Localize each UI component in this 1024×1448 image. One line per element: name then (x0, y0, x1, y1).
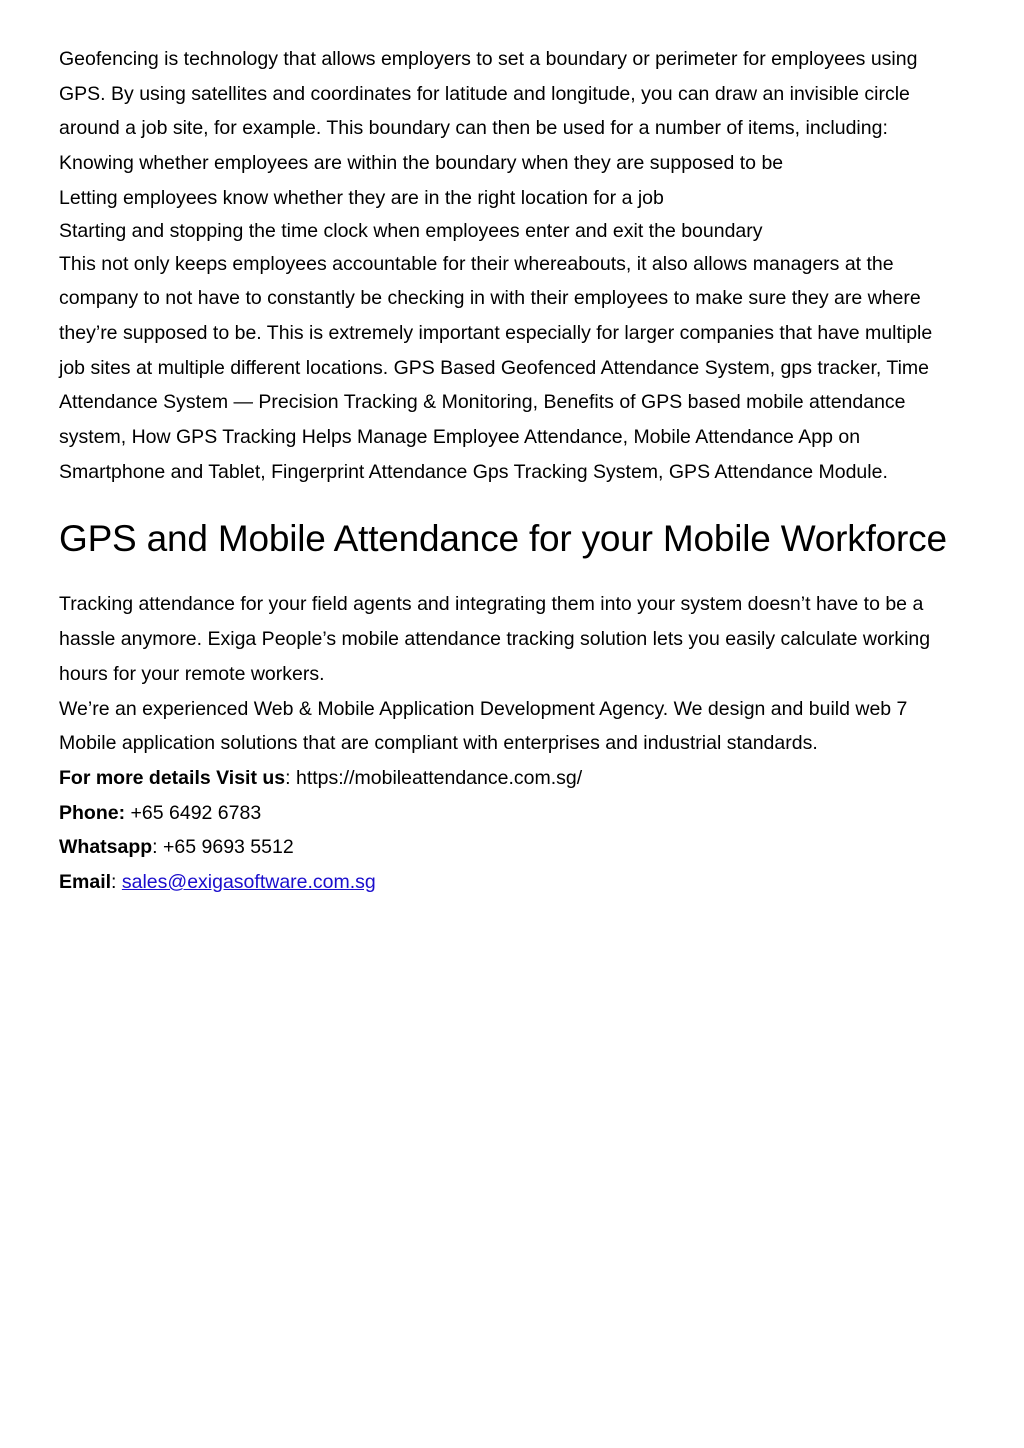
visit-label: For more details Visit us (59, 766, 286, 789)
phone-value: +65 6492 6783 (125, 801, 262, 824)
agency-paragraph: We’re an experienced Web & Mobile Application Development Agency. We design and build web 7 Mobile application solutions that are compliant with enterprises and industrial standards. (59, 697, 908, 755)
whatsapp-label: Whatsapp (59, 836, 153, 859)
visit-value: : https://mobileattendance.com.sg/ (285, 766, 583, 789)
list-item: Starting and stopping the time clock when employees enter and exit the boundary (59, 219, 763, 242)
list-item: Letting employees know whether they are in the right location for a job (59, 186, 664, 209)
phone-line (59, 796, 958, 831)
visit-line (59, 761, 958, 796)
email-line (59, 865, 958, 900)
email-separator: : (111, 871, 122, 894)
email-label: Email (59, 871, 112, 894)
intro-paragraph: Geofencing is technology that allows employers to set a boundary or perimeter for employees using GPS. By using satellites and coordinates for latitude and longitude, you can draw an invisible circle around a job site, for example. This boundary can then be used for a number of items, including: (59, 48, 918, 140)
whatsapp-line (59, 830, 958, 865)
tracking-paragraph: Tracking attendance for your field agents and integrating them into your system doesn’t have to be a hassle anymore. Exiga People’s mobile attendance tracking solution lets you easily calculate working hours for your remote workers. (59, 593, 931, 685)
accountability-paragraph: This not only keeps employees accountable for their whereabouts, it also allows managers at the company to not have to constantly be checking in with their employees to make sure they are where they’re supposed to be. This is extremely important especially for larger companies that have multiple job sites at multiple different locations. GPS Based Geofenced Attendance System, gps tracker, Time Attendance System — Precision Tracking & Monitoring, Benefits of GPS based mobile attendance system, How GPS Tracking Helps Manage Employee Attendance, Mobile Attendance App on Smartphone and Tablet, Fingerprint Attendance Gps Tracking System, GPS Attendance Module. (59, 252, 933, 483)
section-heading: GPS and Mobile Attendance for your Mobile Workforce (59, 518, 947, 560)
list-item: Knowing whether employees are within the boundary when they are supposed to be (59, 152, 784, 175)
whatsapp-value: : +65 9693 5512 (152, 836, 294, 859)
email-link[interactable]: sales@exigasoftware.com.sg (121, 871, 376, 894)
phone-label: Phone: (59, 801, 126, 824)
